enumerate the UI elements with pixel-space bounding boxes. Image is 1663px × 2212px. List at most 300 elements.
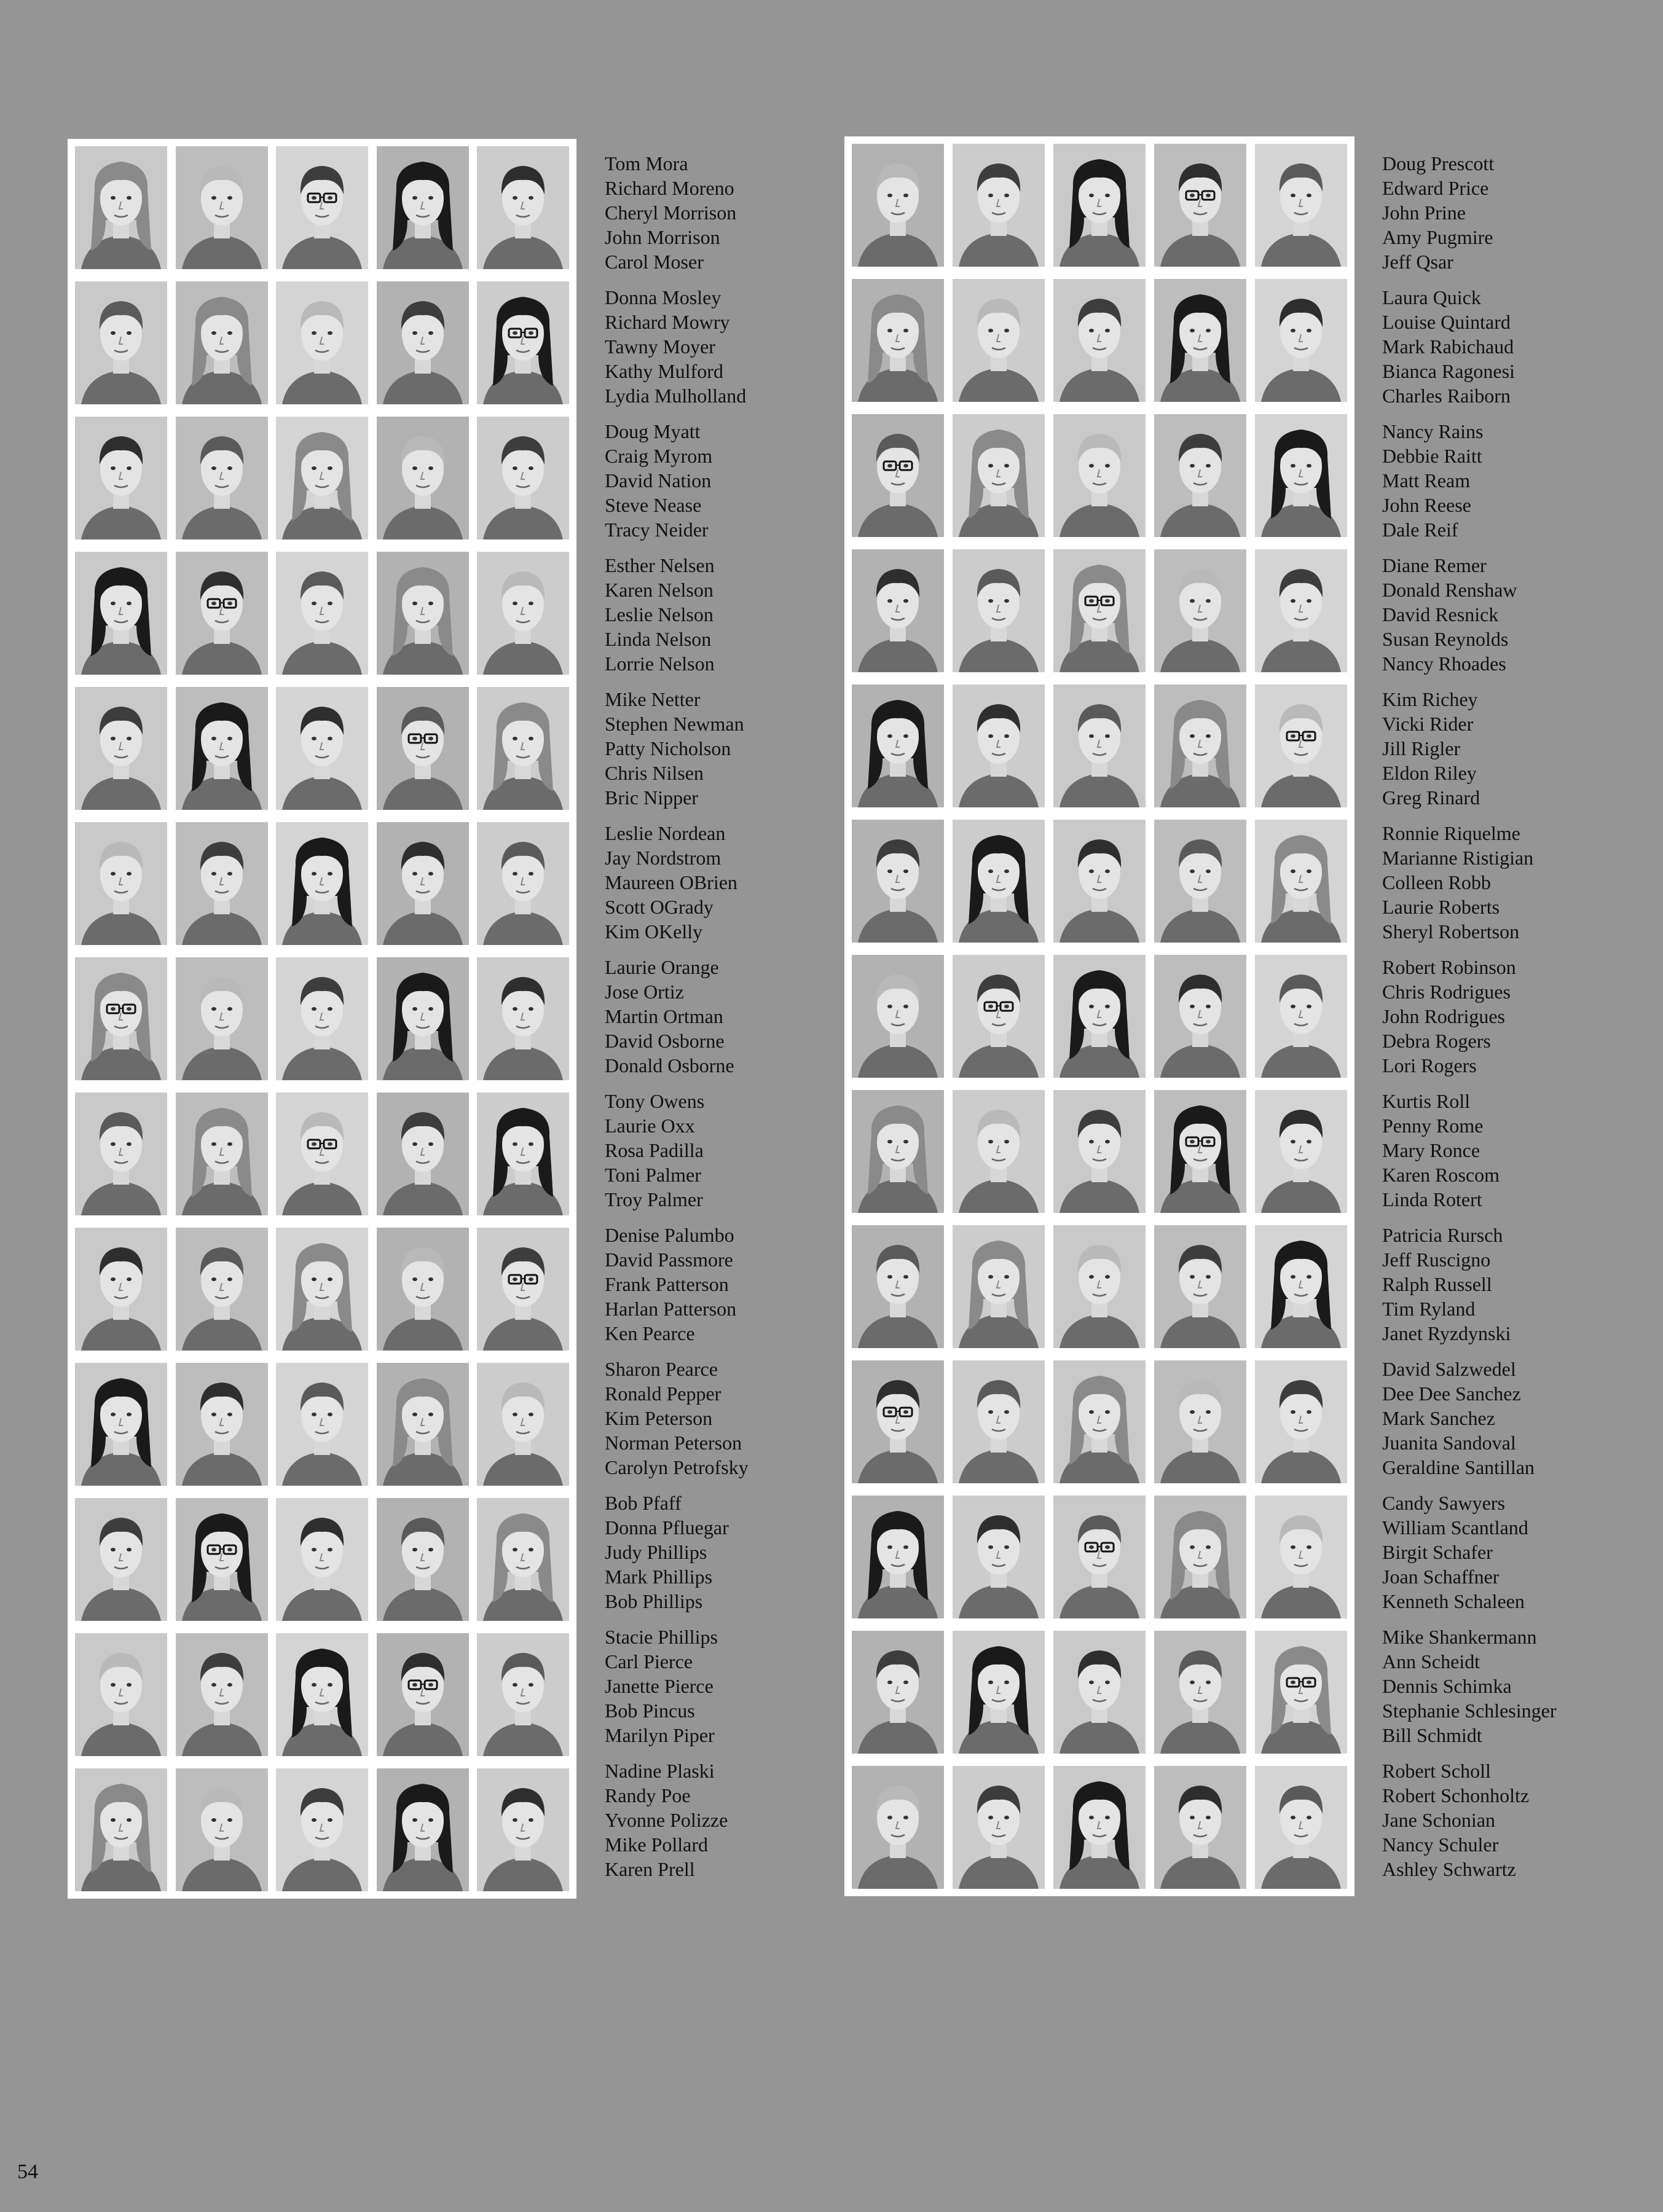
student-name: John Rodrigues: [1382, 1005, 1505, 1027]
page-number: 54: [17, 2160, 38, 2183]
student-portrait: [1053, 1360, 1146, 1483]
student-name: David Osborne: [605, 1030, 725, 1052]
student-portrait: [276, 1633, 368, 1756]
student-name: Kim Richey: [1382, 688, 1478, 710]
student-portrait: [1154, 414, 1246, 537]
student-name: Craig Myrom: [605, 445, 713, 467]
student-name: Judy Phillips: [605, 1541, 707, 1563]
student-name: Jeff Qsar: [1382, 251, 1453, 273]
student-name: Janette Pierce: [605, 1675, 714, 1697]
student-portrait: [377, 1633, 469, 1756]
student-portrait: [1255, 144, 1347, 267]
student-name: Robert Schonholtz: [1382, 1784, 1530, 1806]
student-portrait: [1053, 144, 1146, 267]
student-portrait: [852, 1496, 944, 1618]
student-name: Tom Mora: [605, 152, 688, 175]
student-name: Greg Rinard: [1382, 786, 1480, 809]
student-portrait: [377, 417, 469, 539]
student-portrait: [276, 281, 368, 404]
student-name: Robert Robinson: [1382, 956, 1516, 978]
student-portrait: [953, 1631, 1045, 1754]
photo-row: [75, 1768, 569, 1891]
student-name: Ann Scheidt: [1382, 1650, 1480, 1673]
student-name: Troy Palmer: [605, 1188, 703, 1210]
student-name: Leslie Nordean: [605, 822, 726, 844]
student-name: Stephen Newman: [605, 713, 744, 735]
student-portrait: [1154, 1766, 1246, 1889]
student-portrait: [1154, 1496, 1246, 1618]
student-name: Leslie Nelson: [605, 603, 714, 626]
student-portrait: [276, 957, 368, 1080]
name-group: [1382, 151, 1591, 274]
student-name: Tawny Moyer: [605, 335, 715, 358]
student-portrait: [1154, 1225, 1246, 1348]
student-portrait: [852, 1225, 944, 1348]
photo-row: [852, 820, 1347, 943]
student-portrait: [852, 684, 944, 807]
student-name: David Nation: [605, 469, 712, 492]
student-portrait: [1154, 279, 1246, 402]
student-name: Matt Ream: [1382, 469, 1471, 492]
student-name: Debbie Raitt: [1382, 445, 1482, 467]
student-portrait: [377, 687, 469, 810]
student-portrait: [75, 822, 167, 945]
student-name: Ashley Schwartz: [1382, 1858, 1516, 1880]
student-name: Nadine Plaski: [605, 1760, 715, 1782]
photo-row: [75, 1363, 569, 1486]
student-portrait: [852, 820, 944, 943]
student-portrait: [477, 1498, 569, 1621]
student-name: Jane Schonian: [1382, 1809, 1495, 1831]
student-name: Harlan Patterson: [605, 1298, 737, 1320]
student-name: Randy Poe: [605, 1784, 691, 1806]
student-name: Nancy Rhoades: [1382, 653, 1506, 675]
student-name: Rosa Padilla: [605, 1139, 704, 1161]
student-portrait: [953, 1225, 1045, 1348]
student-portrait: [1053, 1225, 1146, 1348]
photo-row: [852, 1496, 1347, 1618]
photo-row: [852, 1225, 1347, 1348]
name-group: [1382, 285, 1591, 408]
student-portrait: [1053, 955, 1146, 1078]
name-group: [605, 1089, 814, 1212]
student-portrait: [1154, 820, 1246, 943]
student-name: Doug Prescott: [1382, 152, 1495, 175]
student-portrait: [377, 552, 469, 675]
student-portrait: [276, 417, 368, 539]
student-portrait: [852, 549, 944, 672]
student-portrait: [852, 279, 944, 402]
student-name: Debra Rogers: [1382, 1030, 1491, 1052]
student-name: Bob Pfaff: [605, 1492, 682, 1514]
student-name: Charles Raiborn: [1382, 385, 1511, 407]
photo-row: [852, 955, 1347, 1078]
student-name: Yvonne Polizze: [605, 1809, 728, 1831]
student-name: Linda Nelson: [605, 628, 712, 650]
student-portrait: [176, 957, 268, 1080]
student-portrait: [1053, 1766, 1146, 1889]
photo-row: [75, 281, 569, 404]
student-name: Bill Schmidt: [1382, 1724, 1482, 1746]
student-portrait: [953, 1766, 1045, 1889]
student-portrait: [477, 1228, 569, 1351]
student-portrait: [1053, 1631, 1146, 1754]
student-portrait: [176, 1498, 268, 1621]
student-portrait: [176, 552, 268, 675]
student-name: David Passmore: [605, 1249, 733, 1271]
student-name: Penny Rome: [1382, 1115, 1484, 1137]
student-portrait: [477, 957, 569, 1080]
student-name: Steve Nease: [605, 494, 702, 516]
student-name: Bob Phillips: [605, 1590, 703, 1612]
photo-row: [852, 549, 1347, 672]
student-portrait: [1255, 820, 1347, 943]
student-portrait: [1154, 1360, 1246, 1483]
student-portrait: [852, 1766, 944, 1889]
student-portrait: [477, 552, 569, 675]
student-portrait: [852, 1631, 944, 1754]
student-name: Louise Quintard: [1382, 311, 1511, 333]
student-name: Lydia Mulholland: [605, 385, 747, 407]
student-portrait: [75, 1228, 167, 1351]
student-name: Eldon Riley: [1382, 762, 1477, 784]
student-name: Sharon Pearce: [605, 1358, 718, 1380]
photo-row: [75, 1092, 569, 1215]
name-group: [1382, 1759, 1591, 1881]
student-name: Marilyn Piper: [605, 1724, 715, 1746]
student-portrait: [276, 1363, 368, 1486]
student-portrait: [377, 146, 469, 269]
student-portrait: [276, 1092, 368, 1215]
student-name: Tracy Neider: [605, 519, 709, 541]
photo-row: [852, 279, 1347, 402]
student-portrait: [852, 414, 944, 537]
student-portrait: [477, 146, 569, 269]
student-name: Donald Osborne: [605, 1054, 734, 1077]
name-group: [1382, 1491, 1591, 1614]
student-portrait: [276, 822, 368, 945]
student-name: Robert Scholl: [1382, 1760, 1491, 1782]
student-name: Richard Mowry: [605, 311, 730, 333]
student-portrait: [1154, 1090, 1246, 1213]
student-portrait: [953, 414, 1045, 537]
student-name: Jeff Ruscigno: [1382, 1249, 1491, 1271]
student-name: Chris Nilsen: [605, 762, 704, 784]
student-name: Mark Sanchez: [1382, 1407, 1495, 1429]
student-portrait: [852, 1360, 944, 1483]
student-portrait: [1255, 414, 1347, 537]
student-name: Sheryl Robertson: [1382, 920, 1520, 943]
student-portrait: [1154, 684, 1246, 807]
student-portrait: [176, 1363, 268, 1486]
student-portrait: [377, 1363, 469, 1486]
student-name: Juanita Sandoval: [1382, 1432, 1516, 1454]
student-name: Laurie Oxx: [605, 1115, 695, 1137]
name-group: [605, 1491, 814, 1614]
student-name: Dennis Schimka: [1382, 1675, 1512, 1697]
student-portrait: [1053, 279, 1146, 402]
student-name: Ronald Pepper: [605, 1382, 721, 1405]
student-portrait: [852, 144, 944, 267]
student-portrait: [176, 146, 268, 269]
student-portrait: [477, 1768, 569, 1891]
student-name: Patty Nicholson: [605, 737, 731, 759]
student-name: Jay Nordstrom: [605, 847, 721, 869]
photo-row: [75, 1498, 569, 1621]
student-name: Tim Ryland: [1382, 1298, 1476, 1320]
student-portrait: [276, 687, 368, 810]
name-group: [1382, 1357, 1591, 1480]
student-name: John Morrison: [605, 226, 720, 248]
photo-row: [852, 1090, 1347, 1213]
student-portrait: [176, 1768, 268, 1891]
student-name: David Salzwedel: [1382, 1358, 1516, 1380]
student-name: Norman Peterson: [605, 1432, 742, 1454]
student-name: Esther Nelsen: [605, 554, 715, 576]
student-name: Carol Moser: [605, 251, 704, 273]
student-portrait: [1255, 1360, 1347, 1483]
student-name: Candy Sawyers: [1382, 1492, 1505, 1514]
student-name: Linda Rotert: [1382, 1188, 1482, 1210]
student-name: Richard Moreno: [605, 177, 734, 199]
student-portrait: [1154, 1631, 1246, 1754]
name-group: [605, 955, 814, 1078]
student-portrait: [1154, 549, 1246, 672]
student-name: Doug Myatt: [605, 420, 701, 442]
student-portrait: [1053, 1090, 1146, 1213]
student-name: Laurie Roberts: [1382, 896, 1500, 918]
name-group: [605, 1357, 814, 1480]
student-name: Mike Pollard: [605, 1834, 708, 1856]
student-portrait: [1255, 1090, 1347, 1213]
photo-row: [852, 144, 1347, 267]
student-name: Frank Patterson: [605, 1273, 729, 1295]
student-portrait: [75, 1092, 167, 1215]
student-portrait: [377, 1228, 469, 1351]
student-portrait: [1053, 414, 1146, 537]
photo-row: [75, 552, 569, 675]
student-portrait: [1255, 1225, 1347, 1348]
student-portrait: [1053, 684, 1146, 807]
student-name: Geraldine Santillan: [1382, 1456, 1535, 1478]
student-portrait: [477, 281, 569, 404]
student-name: Nancy Rains: [1382, 420, 1484, 442]
student-name: Scott OGrady: [605, 896, 714, 918]
student-portrait: [1255, 1766, 1347, 1889]
student-name: Jose Ortiz: [605, 981, 684, 1003]
student-portrait: [1255, 955, 1347, 1078]
student-portrait: [176, 687, 268, 810]
student-name: Bianca Ragonesi: [1382, 360, 1515, 382]
student-name: Laurie Orange: [605, 956, 719, 978]
student-name: Kenneth Schaleen: [1382, 1590, 1525, 1612]
student-portrait: [75, 1633, 167, 1756]
student-name: Dale Reif: [1382, 519, 1458, 541]
student-portrait: [377, 281, 469, 404]
student-portrait: [75, 281, 167, 404]
student-name: Kathy Mulford: [605, 360, 723, 382]
name-group: [605, 553, 814, 676]
photo-row: [852, 684, 1347, 807]
student-name: Birgit Schafer: [1382, 1541, 1493, 1563]
student-name: Donna Mosley: [605, 286, 721, 308]
photo-row: [852, 1631, 1347, 1754]
student-name: Amy Pugmire: [1382, 226, 1493, 248]
student-portrait: [276, 1768, 368, 1891]
name-group: [605, 151, 814, 274]
student-name: Kim OKelly: [605, 920, 703, 943]
student-name: Nancy Schuler: [1382, 1834, 1499, 1856]
student-name: Ronnie Riquelme: [1382, 822, 1520, 844]
name-group: [605, 419, 814, 542]
student-portrait: [176, 1633, 268, 1756]
student-portrait: [75, 146, 167, 269]
student-name: Janet Ryzdynski: [1382, 1322, 1511, 1344]
student-name: Chris Rodrigues: [1382, 981, 1511, 1003]
student-name: Joan Schaffner: [1382, 1566, 1500, 1588]
student-portrait: [276, 146, 368, 269]
student-name: John Reese: [1382, 494, 1471, 516]
student-portrait: [75, 687, 167, 810]
student-portrait: [953, 1360, 1045, 1483]
student-name: Karen Nelson: [605, 579, 714, 601]
student-name: Patricia Rursch: [1382, 1224, 1503, 1246]
student-portrait: [377, 1498, 469, 1621]
student-portrait: [477, 1633, 569, 1756]
student-portrait: [1053, 549, 1146, 672]
student-portrait: [1255, 1631, 1347, 1754]
student-name: Carl Pierce: [605, 1650, 693, 1673]
student-name: Karen Roscom: [1382, 1164, 1500, 1186]
student-portrait: [377, 957, 469, 1080]
student-portrait: [1255, 549, 1347, 672]
student-portrait: [1154, 955, 1246, 1078]
name-group: [1382, 1625, 1591, 1747]
student-name: Ralph Russell: [1382, 1273, 1492, 1295]
student-name: Mike Netter: [605, 688, 701, 710]
name-group: [1382, 687, 1591, 810]
student-name: Denise Palumbo: [605, 1224, 734, 1246]
student-name: Bob Pincus: [605, 1700, 695, 1722]
photo-row: [75, 146, 569, 269]
student-name: Toni Palmer: [605, 1164, 701, 1186]
student-portrait: [1255, 684, 1347, 807]
name-group: [605, 285, 814, 408]
student-portrait: [377, 1092, 469, 1215]
name-group: [1382, 1089, 1591, 1212]
student-portrait: [377, 1768, 469, 1891]
student-portrait: [75, 1768, 167, 1891]
student-portrait: [953, 1090, 1045, 1213]
student-name: Edward Price: [1382, 177, 1489, 199]
student-name: Kurtis Roll: [1382, 1090, 1471, 1112]
student-portrait: [477, 1363, 569, 1486]
student-name: Donald Renshaw: [1382, 579, 1517, 601]
student-portrait: [1053, 1496, 1146, 1618]
name-group: [605, 821, 814, 944]
name-group: [1382, 821, 1591, 944]
student-name: Stephanie Schlesinger: [1382, 1700, 1557, 1722]
name-group: [1382, 553, 1591, 676]
student-name: Maureen OBrien: [605, 871, 737, 893]
student-portrait: [276, 1228, 368, 1351]
photo-row: [852, 1766, 1347, 1889]
left-photo-panel: [68, 139, 576, 1899]
student-portrait: [953, 820, 1045, 943]
student-name: Diane Remer: [1382, 554, 1487, 576]
student-name: David Resnick: [1382, 603, 1499, 626]
student-name: Lorrie Nelson: [605, 653, 715, 675]
student-name: Marianne Ristigian: [1382, 847, 1534, 869]
student-portrait: [477, 687, 569, 810]
photo-row: [75, 417, 569, 539]
student-portrait: [1154, 144, 1246, 267]
student-portrait: [75, 552, 167, 675]
student-portrait: [477, 822, 569, 945]
student-portrait: [276, 552, 368, 675]
student-portrait: [1255, 1496, 1347, 1618]
student-name: Martin Ortman: [605, 1005, 723, 1027]
name-group: [1382, 1223, 1591, 1346]
student-name: Mary Ronce: [1382, 1139, 1480, 1161]
student-name: Stacie Phillips: [605, 1626, 718, 1648]
student-name: Dee Dee Sanchez: [1382, 1382, 1521, 1405]
student-portrait: [477, 417, 569, 539]
student-portrait: [477, 1092, 569, 1215]
student-name: Carolyn Petrofsky: [605, 1456, 749, 1478]
student-name: Cheryl Morrison: [605, 202, 737, 224]
student-name: Vicki Rider: [1382, 713, 1474, 735]
student-portrait: [953, 1496, 1045, 1618]
student-name: Mark Phillips: [605, 1566, 713, 1588]
photo-row: [75, 957, 569, 1080]
student-name: Lori Rogers: [1382, 1054, 1477, 1077]
student-portrait: [276, 1498, 368, 1621]
student-portrait: [953, 549, 1045, 672]
student-portrait: [852, 955, 944, 1078]
student-portrait: [377, 822, 469, 945]
photo-row: [75, 1228, 569, 1351]
student-portrait: [176, 417, 268, 539]
student-name: Kim Peterson: [605, 1407, 713, 1429]
student-portrait: [75, 957, 167, 1080]
student-name: Jill Rigler: [1382, 737, 1461, 759]
student-name: Mike Shankermann: [1382, 1626, 1537, 1648]
student-name: William Scantland: [1382, 1516, 1528, 1539]
student-portrait: [176, 822, 268, 945]
student-portrait: [176, 1228, 268, 1351]
student-name: Karen Prell: [605, 1858, 695, 1880]
student-name: Tony Owens: [605, 1090, 705, 1112]
name-group: [605, 687, 814, 810]
photo-row: [852, 1360, 1347, 1483]
student-portrait: [176, 1092, 268, 1215]
student-portrait: [953, 684, 1045, 807]
student-portrait: [1255, 279, 1347, 402]
student-portrait: [75, 1498, 167, 1621]
photo-row: [852, 414, 1347, 537]
student-name: Bric Nipper: [605, 786, 698, 809]
student-portrait: [852, 1090, 944, 1213]
photo-row: [75, 822, 569, 945]
name-group: [605, 1759, 814, 1881]
student-name: Donna Pfluegar: [605, 1516, 729, 1539]
student-name: Colleen Robb: [1382, 871, 1491, 893]
photo-row: [75, 687, 569, 810]
student-portrait: [75, 1363, 167, 1486]
student-portrait: [953, 144, 1045, 267]
name-group: [605, 1223, 814, 1346]
